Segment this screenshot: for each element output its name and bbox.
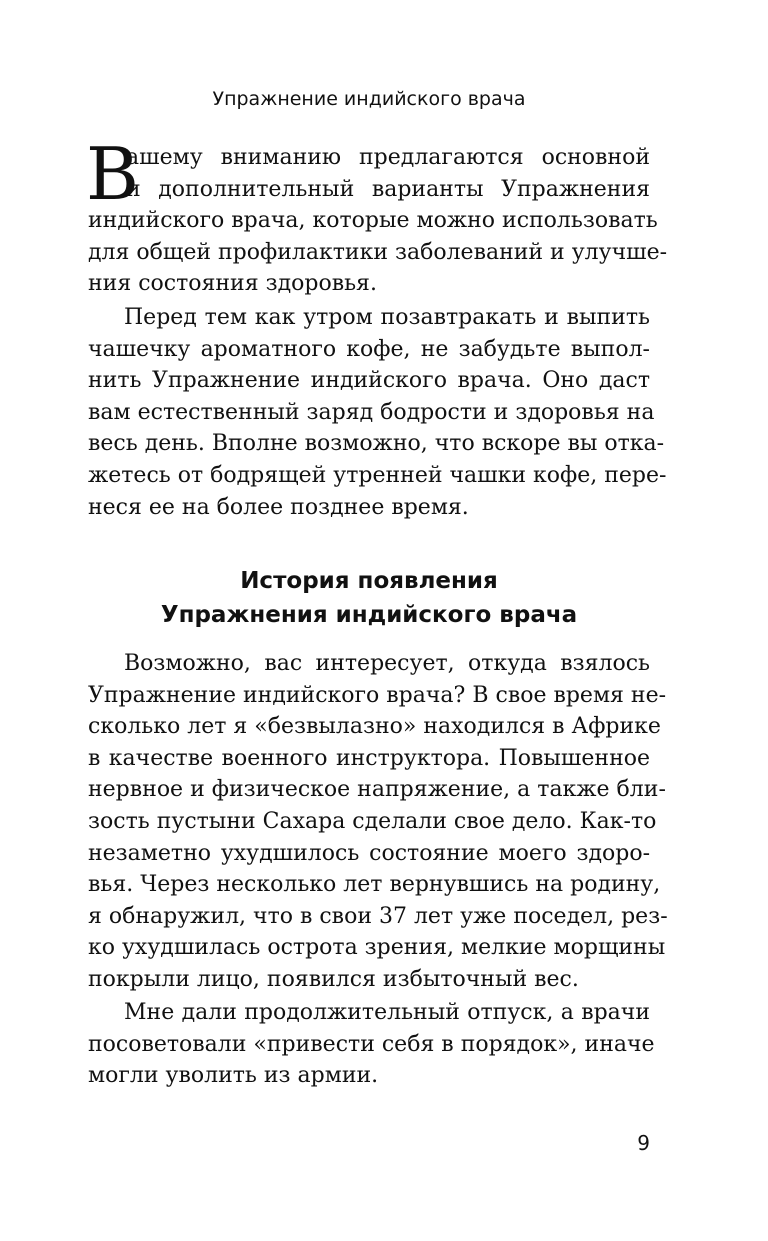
paragraph-2 bbox=[88, 302, 667, 523]
paragraph-line: нить Упражнение индийского врача. Оно даст bbox=[88, 368, 650, 394]
paragraph-line: жетесь от бодрящей утренней чашки кофе, пере- bbox=[88, 462, 667, 488]
paragraph-line: я обнаружил, что в свои 37 лет уже поседел, рез- bbox=[88, 903, 668, 929]
paragraph-line: посоветовали «привести себя в порядок», иначе bbox=[88, 1031, 655, 1057]
paragraph-4 bbox=[88, 997, 655, 1092]
paragraph-line: весь день. Вполне возможно, что вскоре вы отка- bbox=[88, 431, 665, 457]
paragraph-line: для общей профилактики заболеваний и улучше- bbox=[88, 239, 668, 265]
intro-paragraph bbox=[86, 132, 668, 300]
paragraph-line: чашечку ароматного кофе, не забудьте выпол- bbox=[88, 336, 650, 362]
paragraph-line: и дополнительный варианты Упражнения bbox=[126, 176, 650, 202]
paragraph-line: в качестве военного инструктора. Повышенное bbox=[88, 745, 650, 771]
paragraph-line: вам естественный заряд бодрости и здоровья на bbox=[88, 399, 655, 425]
paragraph-line: покрыли лицо, появился избыточный вес. bbox=[88, 966, 579, 992]
section-heading-line-1: История появления bbox=[240, 568, 498, 594]
paragraph-line: индийского врача, которые можно использовать bbox=[88, 208, 658, 234]
section-heading bbox=[88, 564, 650, 632]
paragraph-line: зость пустыни Сахара сделали свое дело. Как-то bbox=[88, 808, 657, 834]
running-head: Упражнение индийского врача bbox=[212, 88, 526, 110]
paragraph-line: ко ухудшилась острота зрения, мелкие морщины bbox=[88, 935, 666, 961]
paragraph-line: Перед тем как утром позавтракать и выпить bbox=[124, 305, 650, 330]
paragraph-line: Мне дали продолжительный отпуск, а врачи bbox=[124, 1000, 650, 1025]
paragraph-line: сколько лет я «безвылазно» находился в Африке bbox=[88, 714, 661, 740]
section-heading-line-2: Упражнения индийского врача bbox=[160, 602, 578, 628]
paragraph-line: могли уволить из армии. bbox=[88, 1063, 379, 1089]
paragraph-line: Упражнение индийского врача? В свое время не- bbox=[88, 682, 667, 708]
paragraph-line: вья. Через несколько лет вернувшись на родину, bbox=[88, 872, 661, 898]
paragraph-line: нервное и физическое напряжение, а также бли- bbox=[88, 777, 666, 803]
paragraph-line: неся ее на более позднее время. bbox=[88, 494, 469, 520]
paragraph-3 bbox=[88, 648, 668, 996]
drop-cap: В bbox=[86, 132, 139, 216]
paragraph-line: ния состояния здоровья. bbox=[88, 271, 377, 297]
paragraph-line: Возможно, вас интересует, откуда взялось bbox=[124, 651, 650, 676]
paragraph-line: незаметно ухудшилось состояние моего здоро- bbox=[88, 840, 650, 866]
page-number: 9 bbox=[637, 1131, 650, 1155]
paragraph-line: ашему вниманию предлагаются основной bbox=[126, 145, 650, 170]
